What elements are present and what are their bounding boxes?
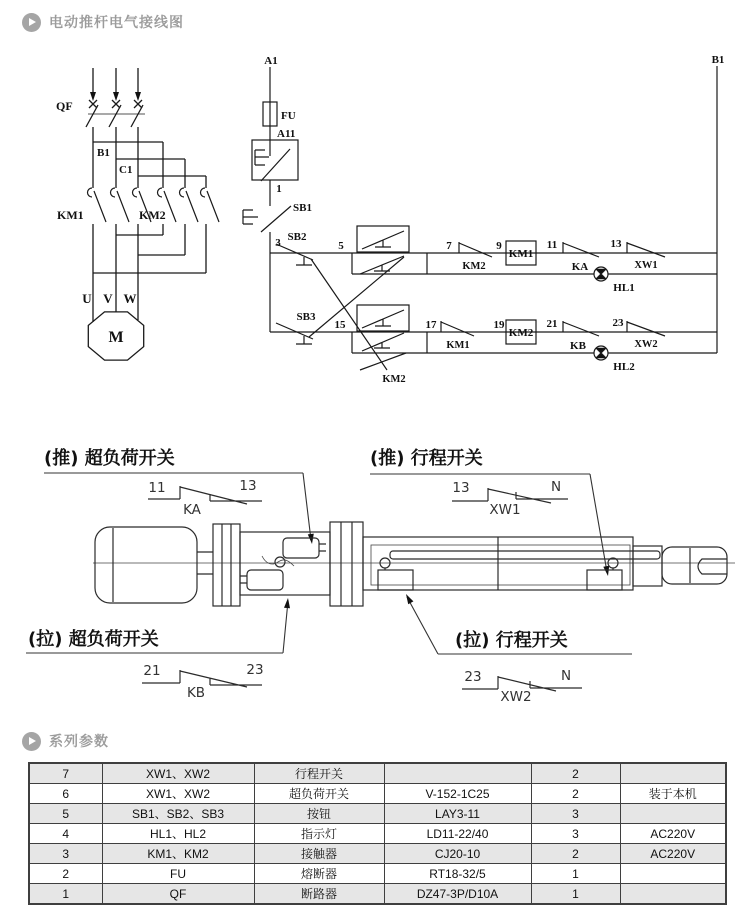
play-icon	[22, 732, 41, 751]
table-row	[29, 784, 726, 804]
params-title: 系列参数	[49, 733, 109, 749]
svg-text:(推) 行程开关: (推) 行程开关	[370, 448, 483, 469]
svg-text:B1: B1	[711, 54, 725, 66]
table-cell: 指示灯	[254, 824, 384, 844]
svg-text:19: 19	[493, 319, 505, 331]
svg-text:(推) 超负荷开关: (推) 超负荷开关	[44, 448, 175, 469]
table-cell: 3	[531, 824, 620, 844]
pull-overload-microswitch	[247, 570, 283, 590]
switch-symbol-ka	[148, 478, 262, 518]
table-cell: DZ47-3P/D10A	[384, 884, 531, 905]
table-cell	[620, 864, 726, 884]
svg-text:23: 23	[612, 317, 624, 329]
table-cell	[620, 804, 726, 824]
table-cell: 1	[531, 864, 620, 884]
svg-text:(拉) 行程开关: (拉) 行程开关	[455, 630, 568, 651]
svg-text:15: 15	[334, 319, 346, 331]
table-cell: 断路器	[254, 884, 384, 905]
push-overload-microswitch	[283, 538, 319, 558]
svg-text:U: U	[82, 291, 92, 306]
table-cell: 2	[531, 763, 620, 784]
table-cell: SB1、SB2、SB3	[102, 804, 254, 824]
svg-text:KM2: KM2	[508, 327, 534, 339]
front-flange	[213, 524, 240, 606]
table-cell: 2	[531, 844, 620, 864]
svg-text:A11: A11	[277, 128, 296, 140]
svg-text:SB2: SB2	[287, 231, 307, 243]
svg-text:KA: KA	[571, 261, 589, 273]
table-cell: AC220V	[620, 844, 726, 864]
svg-text:3: 3	[275, 237, 281, 249]
svg-text:KM2: KM2	[382, 374, 406, 385]
svg-text:SB1: SB1	[293, 202, 312, 214]
cam-roller	[275, 557, 285, 567]
power-circuit	[56, 68, 219, 360]
motor-body	[95, 527, 197, 603]
svg-text:7: 7	[446, 240, 452, 252]
control-circuit	[243, 54, 724, 385]
svg-text:A1: A1	[264, 55, 278, 67]
table-cell: 1	[531, 884, 620, 905]
params-section-header	[22, 731, 109, 751]
rod-end-step	[633, 546, 662, 586]
svg-text:KB: KB	[570, 340, 586, 352]
table-cell	[620, 884, 726, 905]
page-title: 电动推杆电气接线图	[49, 14, 184, 30]
svg-text:KM2: KM2	[139, 208, 166, 222]
svg-text:N: N	[550, 479, 562, 495]
table-cell: 行程开关	[254, 763, 384, 784]
svg-text:5: 5	[338, 240, 344, 252]
svg-text:V: V	[103, 291, 113, 306]
table-cell: QF	[102, 884, 254, 905]
svg-text:XW1: XW1	[634, 260, 658, 271]
table-cell: 熔断器	[254, 864, 384, 884]
svg-text:QF: QF	[56, 99, 73, 113]
pull-travel-switch	[378, 570, 413, 590]
svg-text:KM1: KM1	[57, 208, 84, 222]
table-row	[29, 804, 726, 824]
table-cell: 3	[531, 804, 620, 824]
table-cell: RT18-32/5	[384, 864, 531, 884]
table-cell: 装于本机	[620, 784, 726, 804]
svg-text:B1: B1	[97, 147, 110, 159]
svg-text:KB: KB	[186, 685, 206, 701]
svg-text:11: 11	[148, 480, 166, 496]
table-cell	[384, 763, 531, 784]
table-cell: 4	[29, 824, 102, 844]
svg-text:C1: C1	[119, 164, 133, 176]
svg-text:N: N	[560, 668, 572, 684]
svg-text:XW1: XW1	[489, 502, 521, 518]
table-row	[29, 824, 726, 844]
table-cell: 5	[29, 804, 102, 824]
table-cell: HL1、HL2	[102, 824, 254, 844]
table-row	[29, 864, 726, 884]
table-cell: V-152-1C25	[384, 784, 531, 804]
table-cell: 1	[29, 884, 102, 905]
switch-symbol-xw2	[462, 668, 582, 705]
svg-text:(拉) 超负荷开关: (拉) 超负荷开关	[28, 629, 159, 650]
table-cell: XW1、XW2	[102, 763, 254, 784]
svg-text:KM1: KM1	[508, 248, 534, 260]
table-cell: 2	[29, 864, 102, 884]
table-cell: FU	[102, 864, 254, 884]
parts-table	[28, 762, 727, 905]
table-cell: CJ20-10	[384, 844, 531, 864]
svg-text:XW2: XW2	[634, 339, 658, 350]
clevis-end	[662, 547, 727, 584]
svg-text:XW2: XW2	[500, 689, 532, 705]
svg-text:KM2: KM2	[462, 261, 486, 272]
actuator-drawing	[93, 522, 735, 606]
svg-text:FU: FU	[281, 110, 296, 122]
svg-text:9: 9	[496, 240, 502, 252]
svg-text:13: 13	[239, 478, 257, 494]
rear-flange	[330, 522, 363, 606]
table-row	[29, 884, 726, 905]
svg-text:HL1: HL1	[613, 282, 635, 294]
table-cell: AC220V	[620, 824, 726, 844]
svg-text:11: 11	[546, 239, 558, 251]
svg-text:13: 13	[452, 480, 470, 496]
svg-text:13: 13	[610, 238, 622, 250]
svg-text:17: 17	[425, 319, 437, 331]
svg-text:21: 21	[143, 663, 161, 679]
svg-text:HL2: HL2	[613, 361, 635, 373]
svg-text:21: 21	[546, 318, 558, 330]
table-cell: LAY3-11	[384, 804, 531, 824]
piston-rod	[390, 551, 660, 559]
svg-text:W: W	[123, 291, 137, 306]
svg-text:23: 23	[464, 669, 482, 685]
table-cell: 按钮	[254, 804, 384, 824]
table-cell: 超负荷开关	[254, 784, 384, 804]
svg-text:1: 1	[276, 183, 282, 195]
switch-symbol-kb	[142, 662, 264, 701]
table-cell: 2	[531, 784, 620, 804]
table-cell: 3	[29, 844, 102, 864]
table-cell: KM1、KM2	[102, 844, 254, 864]
svg-text:KA: KA	[183, 502, 201, 518]
push-travel-switch	[587, 570, 622, 590]
table-cell	[620, 763, 726, 784]
switch-symbol-xw1	[452, 479, 568, 518]
table-cell: 6	[29, 784, 102, 804]
table-cell: LD11-22/40	[384, 824, 531, 844]
svg-text:23: 23	[246, 662, 264, 678]
table-cell: 接触器	[254, 844, 384, 864]
table-row	[29, 844, 726, 864]
table-cell: XW1、XW2	[102, 784, 254, 804]
svg-text:KM1: KM1	[446, 340, 470, 351]
table-cell: 7	[29, 763, 102, 784]
svg-text:M: M	[108, 329, 124, 346]
table-row	[29, 763, 726, 784]
svg-text:SB3: SB3	[296, 311, 316, 323]
